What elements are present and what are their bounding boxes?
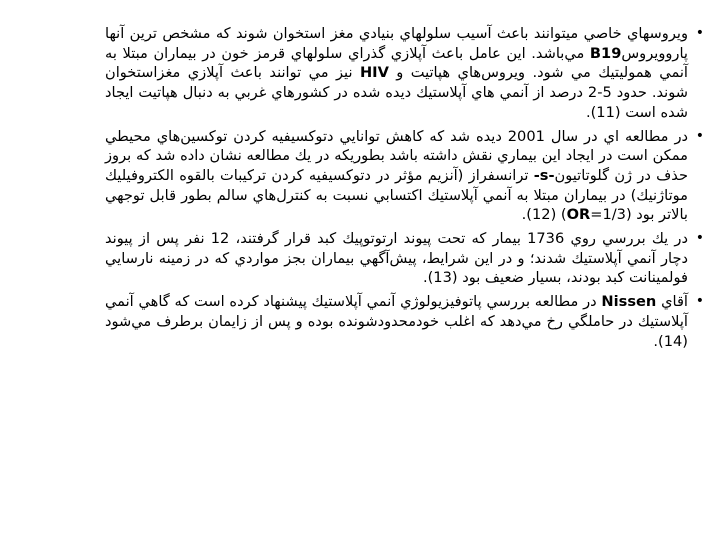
paragraph-viruses [105,24,702,123]
paragraph-text: در مطالعه بررسي پاتوفيزيولوژي آنمي آپلاستيك پيشنهاد كرده است كه گاهي آنمي آپلاستيك در حاملگي رخ مي‌دهد كه اغلب خودمحدودشونده بوده و پس از زايمان برطرف مي‌شود (14). [105,293,688,350]
bullet-icon: • [695,230,704,247]
paragraph-detox-study [105,127,702,226]
paragraph-liver-transplant [105,229,702,288]
paragraph-text: =1/3) (12). [521,206,626,224]
keyword-nissen: Nissen [601,293,657,311]
bullet-icon: • [695,127,704,144]
paragraph-text: ويروسهاي خاصي ميتوانند باعث آسيب سلولهاي بنيادي مغز استخوان شوند كه مشخص ترين آنها پاروويروس [105,25,688,62]
keyword-or: OR [566,206,591,224]
paragraph-text: در يك بررسي روي 1736 بيمار كه تحت پيوند ارتوتوپيك كبد قرار گرفتند، 12 نفر پس از پيوند دچار آنمي آپلاستيك شدند؛ و در اين شرايط، پيش‌آگهي بيماران بجز مواردي كه در زمينه نارسايي فولمينانت كبد بودند، بسيار ضعيف بود (13). [105,230,688,287]
paragraph-text: در مطالعه اي در سال 2001 ديده شد كه كاهش توانايي دتوكسيفيه كردن توكسين‌هاي محيطي ممكن است در ايجاد اين بيماري نقش داشته باشد بطوريكه در يك مطالعه نشان داده شد كه بروز حذف در ژن گلوتاتيون [105,127,688,184]
body-text [105,24,702,355]
bullet-icon: • [695,25,704,41]
paragraph-nissen [105,292,702,351]
keyword-b19: B19 [589,44,622,62]
keyword-hiv: HIV [359,64,389,82]
paragraph-text: آقاي [656,293,688,311]
keyword-s: -s- [533,166,555,184]
paragraph-text: مي‌باشد. اين عامل باعث آپلازي گذراي سلولهاي قرمز خون در بيماران مبتلا به آنمي هموليتيك مي شود. ويروس‌هاي هپاتيت و [105,44,688,82]
paragraph-text: ترانسفراز (آنزيم مؤثر در دتوكسيفيه كردن تركيبات بالقوه الكتروفيليك موتاژنيك) در بيماران مبتلا به آنمي آپلاستيك اكتسابي نسبت به كنترل‌هاي سالم بطور قابل توجهي بالاتر بود ( [105,166,688,224]
bullet-icon: • [695,293,704,310]
paragraph-text: نيز مي توانند باعث آپلازي مغزاستخوان شوند. حدود 5-2 درصد از آنمي هاي آپلاستيك ديده شده در كشورهاي غربي به دنبال هپاتيت ايجاد شده است (11). [105,64,688,121]
